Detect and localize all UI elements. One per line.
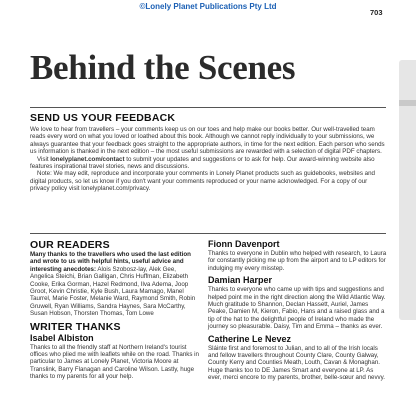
- readers-paragraph: [30, 251, 200, 318]
- readers-body: [30, 251, 200, 318]
- feedback-p2-pre: Visit: [37, 155, 51, 163]
- author-name: Catherine Le Nevez: [208, 333, 292, 344]
- author-name: Damian Harper: [208, 275, 273, 286]
- feedback-paragraph-2: [30, 156, 386, 171]
- contact-link[interactable]: lonelyplanet.com/contact: [50, 155, 125, 163]
- feedback-heading: SEND US YOUR FEEDBACK: [30, 112, 176, 124]
- left-column: [30, 239, 200, 381]
- divider-top: [30, 107, 386, 108]
- author-thanks-text: Sláinte first and foremost to Julian, and to all of the Irish locals and fellow travellers throughout County Clare, County Galway, County Kerry and Counties Meath, Louth, Cavan & Monaghan. Huge thanks too to DE James Smart and everyone at LP. As ever, merci encore to my parents, brother, belle-sœur and nevvy.: [208, 344, 385, 382]
- chapter-side-tab: [399, 60, 416, 320]
- divider-bottom: [30, 233, 386, 234]
- author-name: Fionn Davenport: [208, 239, 280, 249]
- right-column: [208, 239, 388, 382]
- author-thanks-text: Thanks to all the friendly staff at Northern Ireland's tourist offices who plied me with leaflets while on the road. Thanks in particular to James at Lonely Planet, Victoria Moore at Translink, Barry Flanagan and Caroline Wilson. Lastly, huge thanks to my parents for all your help.: [30, 343, 199, 381]
- feedback-paragraph-1: We love to hear from travellers – your comments keep us on our toes and help make our books better. Our well-travelled team reads every word on what you loved or loathed about this book. Although we cannot reply individually to your submissions, we always guarantee that your feedback goes straight to the appropriate authors, in time for the next edition. Each person who sends us information is thanked in the next edition – the most useful submissions are rewarded with a selection of digital PDF chapters.: [30, 126, 385, 156]
- feedback-paragraph-3: Note: We may edit, reproduce and incorporate your comments in Lonely Planet products such as guidebooks, websites and digital products, so let us know if you don't want your comments reproduced or your name acknowledged. For a copy of our privacy policy visit lonelyplanet.com/privacy.: [30, 170, 375, 193]
- copyright-notice: ©Lonely Planet Publications Pty Ltd: [139, 2, 277, 11]
- feedback-p2-post: to submit your updates and suggestions or to ask for help. Our award-winning website also features inspirational travel stories, news and discussions.: [30, 155, 375, 171]
- feedback-section: [30, 112, 386, 193]
- author-thanks-text: Thanks to everyone in Dublin who helped with research, to Laura for constantly picking me up from the airport and to LP editors for indulging my every misstep.: [208, 250, 387, 272]
- feedback-body: [30, 126, 386, 193]
- writer-thanks-heading: WRITER THANKS: [30, 320, 121, 333]
- readers-intro: Many thanks to the travellers who used the last edition and wrote to us with helpful hints, useful advice and interesting anecdotes:: [30, 251, 191, 273]
- readers-names: Alois Szobosz-lay, Alek Gee, Angelica Steichi, Brian Galligan, Chris Huffman, Elizabeth Cooke, Erika Gorman, Hazel Redmond, Ilva Adema, Joop Groot, Kevin Christie, Kyle Bush, Laura Mamago, Manel Taurrel, Marie Foster, Melanie Ward, Raymond Smith, Robin Gruwell, Ryan Williams, Sandra Haynes, Sara McCarthy, Susan Hobson, Thorsten Thomas, Tom Lowe: [30, 265, 196, 318]
- author-thanks-text: Thanks to everyone who came up with tips and suggestions and helped point me in the right direction along the Wild Atlantic Way. Much gratitude to Shannon, Declan Hassett, Auriel, James Peake, Damien M, Kieron, Fabio, Hans and a raised glass and a tip of the hat to the delightful people of Ireland who made the journey so pleasurable. Daisy, Tim and Emma – thanks as ever.: [208, 286, 386, 331]
- page-number: 703: [370, 8, 383, 17]
- page-title: Behind the Scenes: [30, 48, 296, 87]
- author-name: Isabel Albiston: [30, 332, 94, 343]
- readers-heading: OUR READERS: [30, 239, 110, 251]
